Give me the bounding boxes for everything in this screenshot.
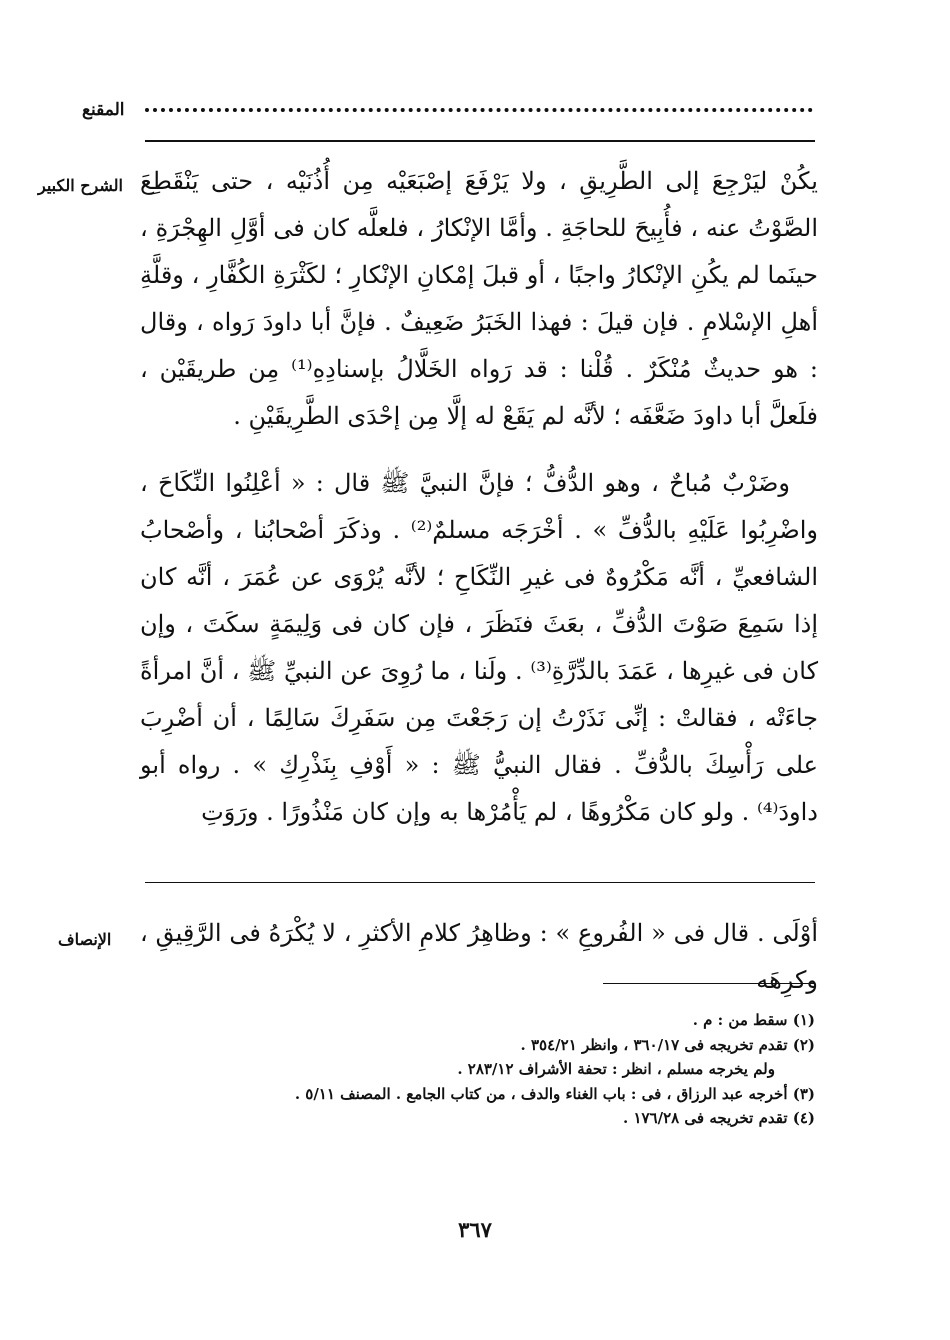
footnote-2-continuation: ولم يخرجه مسلم ، انظر : تحفة الأشراف ٢٨٣/١٢ .	[457, 1060, 775, 1078]
footnote-2: (٢) تقدم تخريجه فى ٣٦٠/١٧ ، وانظر ٣٥٤/٢١ .	[520, 1035, 815, 1054]
paragraph-1: يكُنْ ليَرْجِعَ إلى الطَّرِيقِ ، ولا يَرْفَعَ إصْبَعَيْه مِن أُذُنَيْه ، حتى يَنْقَطِعَ الصَّوْتُ عنه ، فأُبِيحَ للحاجَةِ . وأمَّا الإنْكارُ ، فلعلَّه كان فى أوَّلِ الهِجْرَةِ ، حينَما لم يكُنِ الإنْكارُ واجبًا ، أو قبلَ إمْكانِ الإنْكارِ ؛ لكَثْرَةِ الكُفَّارِ ، وقلَّةِ أهلِ الإسْلامِ . فإن قيلَ : فهذا الخَبَرُ ضَعِيفٌ . فإنَّ أبا داودَ رَواه ، وقال : هو حديثٌ مُنْكَرٌ . قُلْنا : قد رَواه الخَلَّالُ بإسنادِهِ⁽¹⁾ مِن طريقَيْن ، فلَعلَّ أبا داودَ ضَعَّفَه ؛ لأنَّه لم يَقَعْ له إلَّا مِن إحْدَى الطَّرِيقَيْنِ .	[140, 167, 818, 430]
main-text	[140, 158, 818, 836]
header-dotted-rule	[145, 108, 813, 112]
section-separator	[145, 882, 815, 883]
paragraph-2: وضَرْبٌ مُباحٌ ، وهو الدُّفُّ ؛ فإنَّ النبيَّ ﷺ قال : « أعْلِنُوا النِّكَاحَ ، واضْرِبُوا عَلَيْهِ بالدُّفِّ » . أخْرَجَه مسلمٌ⁽²⁾ . وذكَرَ أصْحابُنا ، وأصْحابُ الشافعيِّ ، أنَّه مَكْرُوهٌ فى غيرِ النِّكَاحِ ؛ لأنَّه يُرْوَى عن عُمَرَ ، أنَّه كان إذا سَمِعَ صَوْتَ الدُّفِّ ، بعَثَ فنَظَرَ ، فإن كان فى وَلِيمَةٍ سكَتَ ، وإن كان فى غيرِها ، عَمَدَ بالدِّرَّةِ⁽³⁾ . ولَنا ، ما رُوِىَ عن النبيِّ ﷺ ، أنَّ امرأةً جاءَتْه ، فقالتْ : إنِّى نَذَرْتُ إن رَجَعْتَ مِن سَفَرِكَ سَالِمًا ، أن أضْرِبَ على رَأْسِكَ بالدُّفِّ . فقال النبيُّ ﷺ : « أَوْفِ بِنَذْرِكِ » . رواه أبو داودَ⁽⁴⁾ . ولو كان مَكْرُوهًا ، لم يَأْمُرْها به وإن كان مَنْذُورًا . ورَوَتِ	[140, 469, 818, 826]
side-label-insaf: الإنصاف	[58, 930, 112, 949]
insaf-paragraph: أوْلَى . قال فى « الفُروعِ » : وظاهِرُ كلامِ الأكثرِ ، لا يُكْرَهُ فى الرَّقِيقِ ، وكرِهَه	[140, 919, 818, 994]
footnote-rule	[603, 983, 815, 984]
footnotes	[230, 1008, 815, 1131]
header-rule	[145, 140, 815, 142]
footnote-4: (٤) تقدم تخريجه فى ١٧٦/٢٨ .	[622, 1109, 815, 1127]
footnote-1: (١) سقط من : م .	[692, 1011, 815, 1029]
page-number: ٣٦٧	[458, 1217, 492, 1242]
side-label-sharh: الشرح الكبير	[38, 176, 123, 195]
insaf-text	[140, 910, 818, 1004]
book-title: المقنع	[82, 100, 125, 120]
footnote-3: (٣) أخرجه عبد الرزاق ، فى : باب الغناء والدف ، من كتاب الجامع . المصنف ٥/١١ .	[294, 1084, 815, 1103]
